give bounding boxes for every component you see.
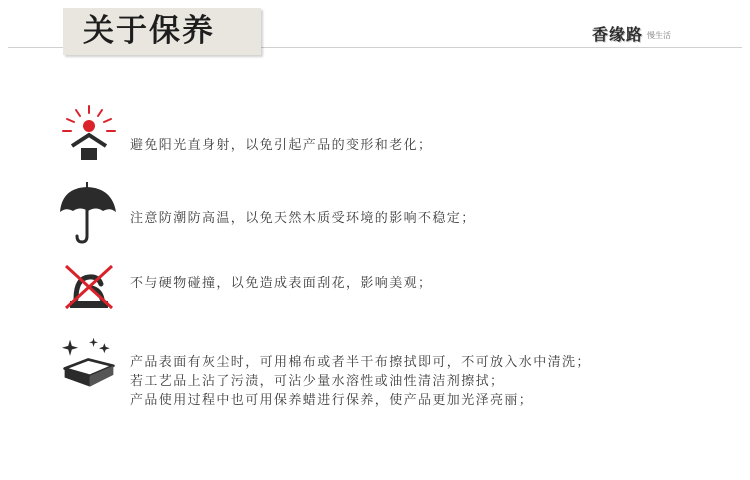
care-line: 若工艺品上沾了污渍，可沾少量水溶性或油性清洁剂擦拭； <box>130 374 505 389</box>
care-line: 避免阳光直身射，以免引起产品的变形和老化； <box>130 138 433 153</box>
care-line: 产品使用过程中也可用保养蜡进行保养，使产品更加光泽亮丽； <box>130 393 534 408</box>
no-bump-icon <box>58 262 120 312</box>
care-text-clean <box>130 353 591 410</box>
care-line: 不与硬物碰撞，以免造成表面刮花，影响美观； <box>130 276 433 291</box>
sparkle-box-icon <box>58 336 120 392</box>
brand-logo <box>592 22 671 46</box>
care-text-umbrella <box>130 209 476 228</box>
care-text-sun <box>130 136 432 155</box>
brand-name: 香缘路 <box>592 25 644 44</box>
umbrella-icon <box>58 180 120 246</box>
care-line: 注意防潮防高温，以免天然木质受环境的影响不稳定； <box>130 211 476 226</box>
brand-subtitle: 慢生活 <box>647 31 672 40</box>
care-line: 产品表面有灰尘时，可用棉布或者半干布擦拭即可，不可放入水中清洗； <box>130 355 591 370</box>
sun-house-icon <box>58 104 120 166</box>
title-banner <box>63 8 261 55</box>
care-text-bump <box>130 274 432 293</box>
page-title: 关于保养 <box>83 13 215 49</box>
